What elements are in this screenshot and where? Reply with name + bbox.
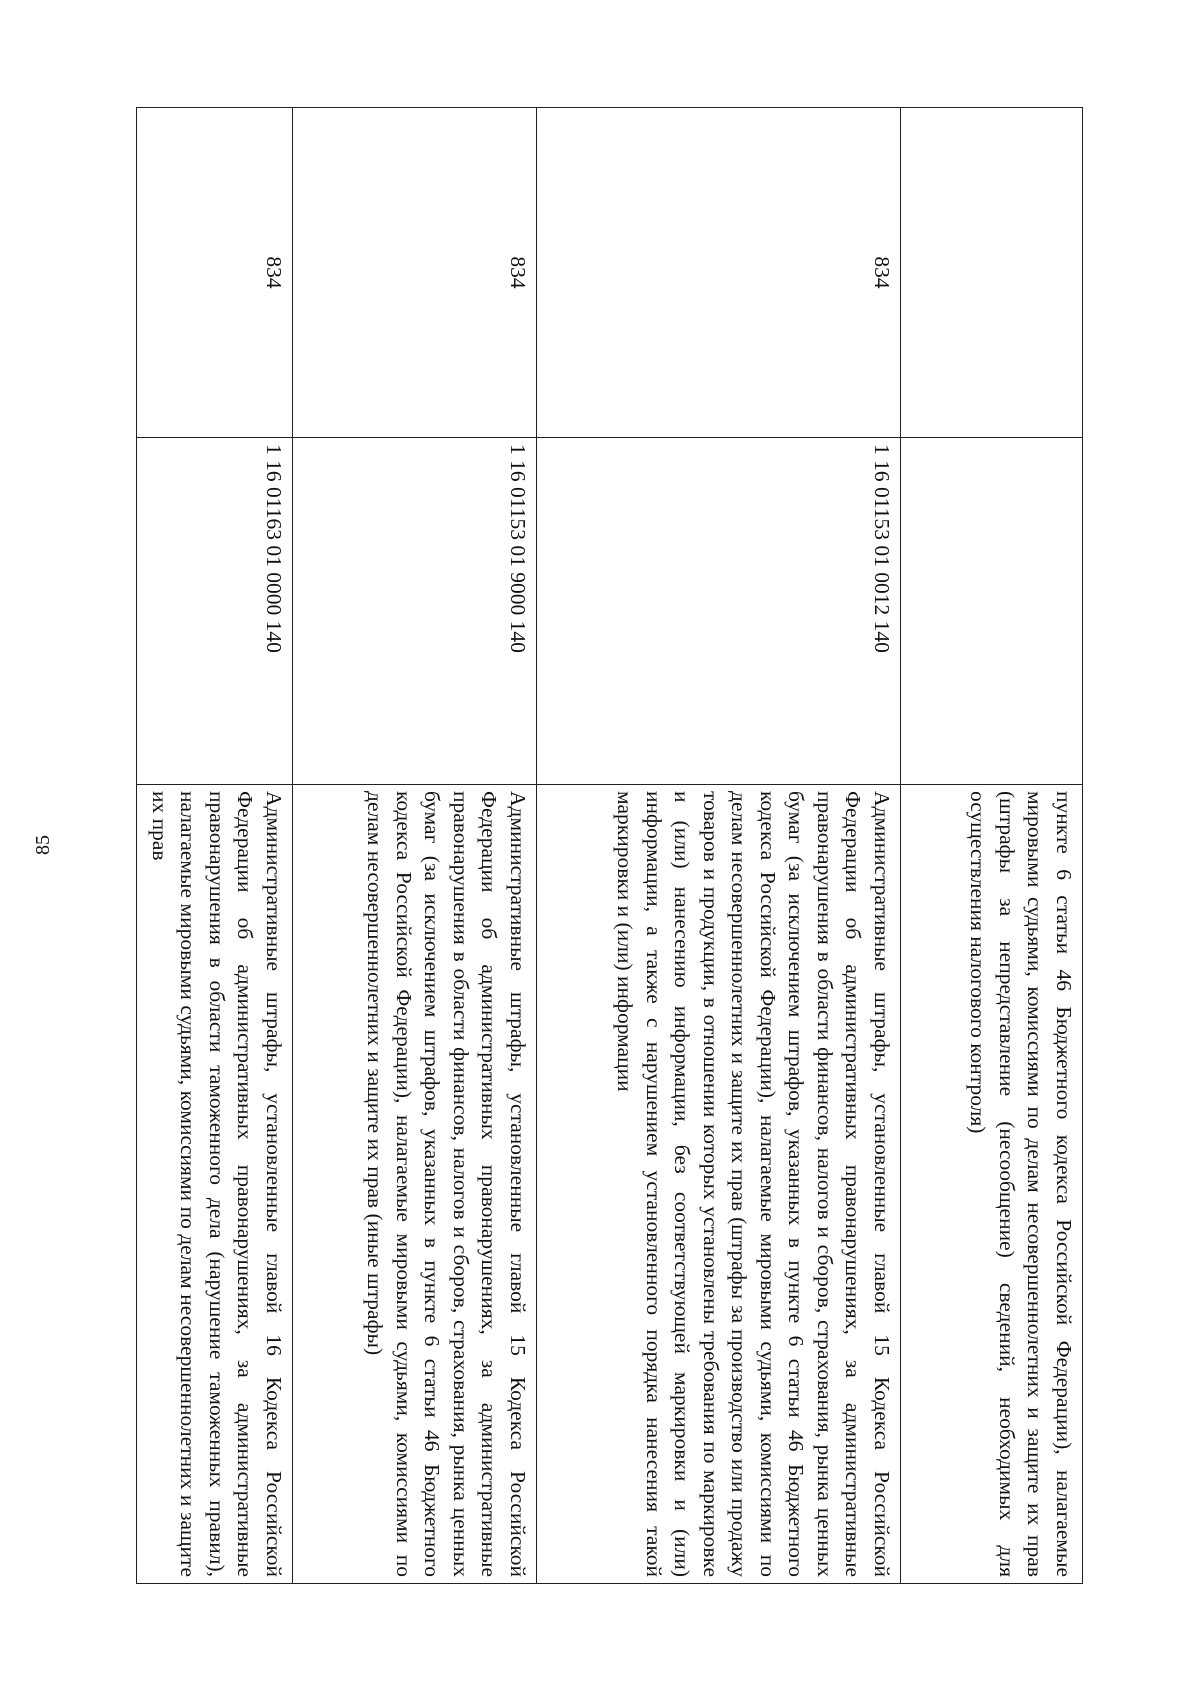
admin-code-cell: [900, 108, 1082, 438]
page-number: 85: [32, 835, 54, 855]
table-row: [536, 108, 900, 1584]
admin-code-cell: 834: [536, 108, 900, 438]
revenue-name-cell: пункте 6 статьи 46 Бюджетного кодекса Российской Федерации), налагаемые мировыми судьями, комиссиями по делам несовершеннолетних и защите их прав (штрафы за непредставление (несообщение) сведений, необходимых для осуществления налогового контроля): [900, 785, 1082, 1584]
kbk-code-cell: 1 16 01153 01 0012 140: [536, 438, 900, 785]
admin-code-cell: 834: [137, 108, 293, 438]
revenue-name-cell: Административные штрафы, установленные главой 15 Кодекса Российской Федерации об административных правонарушениях, за административные правонарушения в области финансов, налогов и сборов, страхования, рынка ценных бумаг (за исключением штрафов, указанных в пункте 6 статьи 46 Бюджетного кодекса Российской Федерации), налагаемые мировыми судьями, комиссиями по делам несовершеннолетних и защите их прав (штрафы за производство или продажу товаров и продукции, в отношении которых установлены требования по маркировке и (или) нанесению информации, без соответствующей маркировки и (или) информации, а также с нарушением установленного порядка нанесения такой маркировки и (или) информации: [536, 785, 900, 1584]
table-row: [900, 108, 1082, 1584]
table-row: [137, 108, 293, 1584]
revenue-name-cell: Административные штрафы, установленные главой 16 Кодекса Российской Федерации об административных правонарушениях, за административные правонарушения в области таможенного дела (нарушение таможенных правил), налагаемые мировыми судьями, комиссиями по делам несовершеннолетних и защите их прав: [137, 785, 293, 1584]
kbk-code-cell: [900, 438, 1082, 785]
kbk-code-cell: 1 16 01153 01 9000 140: [292, 438, 536, 785]
budget-classification-table: [136, 107, 1083, 1584]
rotated-table-container: [136, 107, 1083, 1583]
table-row: [292, 108, 536, 1584]
revenue-name-cell: Административные штрафы, установленные главой 15 Кодекса Российской Федерации об административных правонарушениях, за административные правонарушения в области финансов, налогов и сборов, страхования, рынка ценных бумаг (за исключением штрафов, указанных в пункте 6 статьи 46 Бюджетного кодекса Российской Федерации), налагаемые мировыми судьями, комиссиями по делам несовершеннолетних и защите их прав (иные штрафы): [292, 785, 536, 1584]
admin-code-cell: 834: [292, 108, 536, 438]
kbk-code-cell: 1 16 01163 01 0000 140: [137, 438, 293, 785]
